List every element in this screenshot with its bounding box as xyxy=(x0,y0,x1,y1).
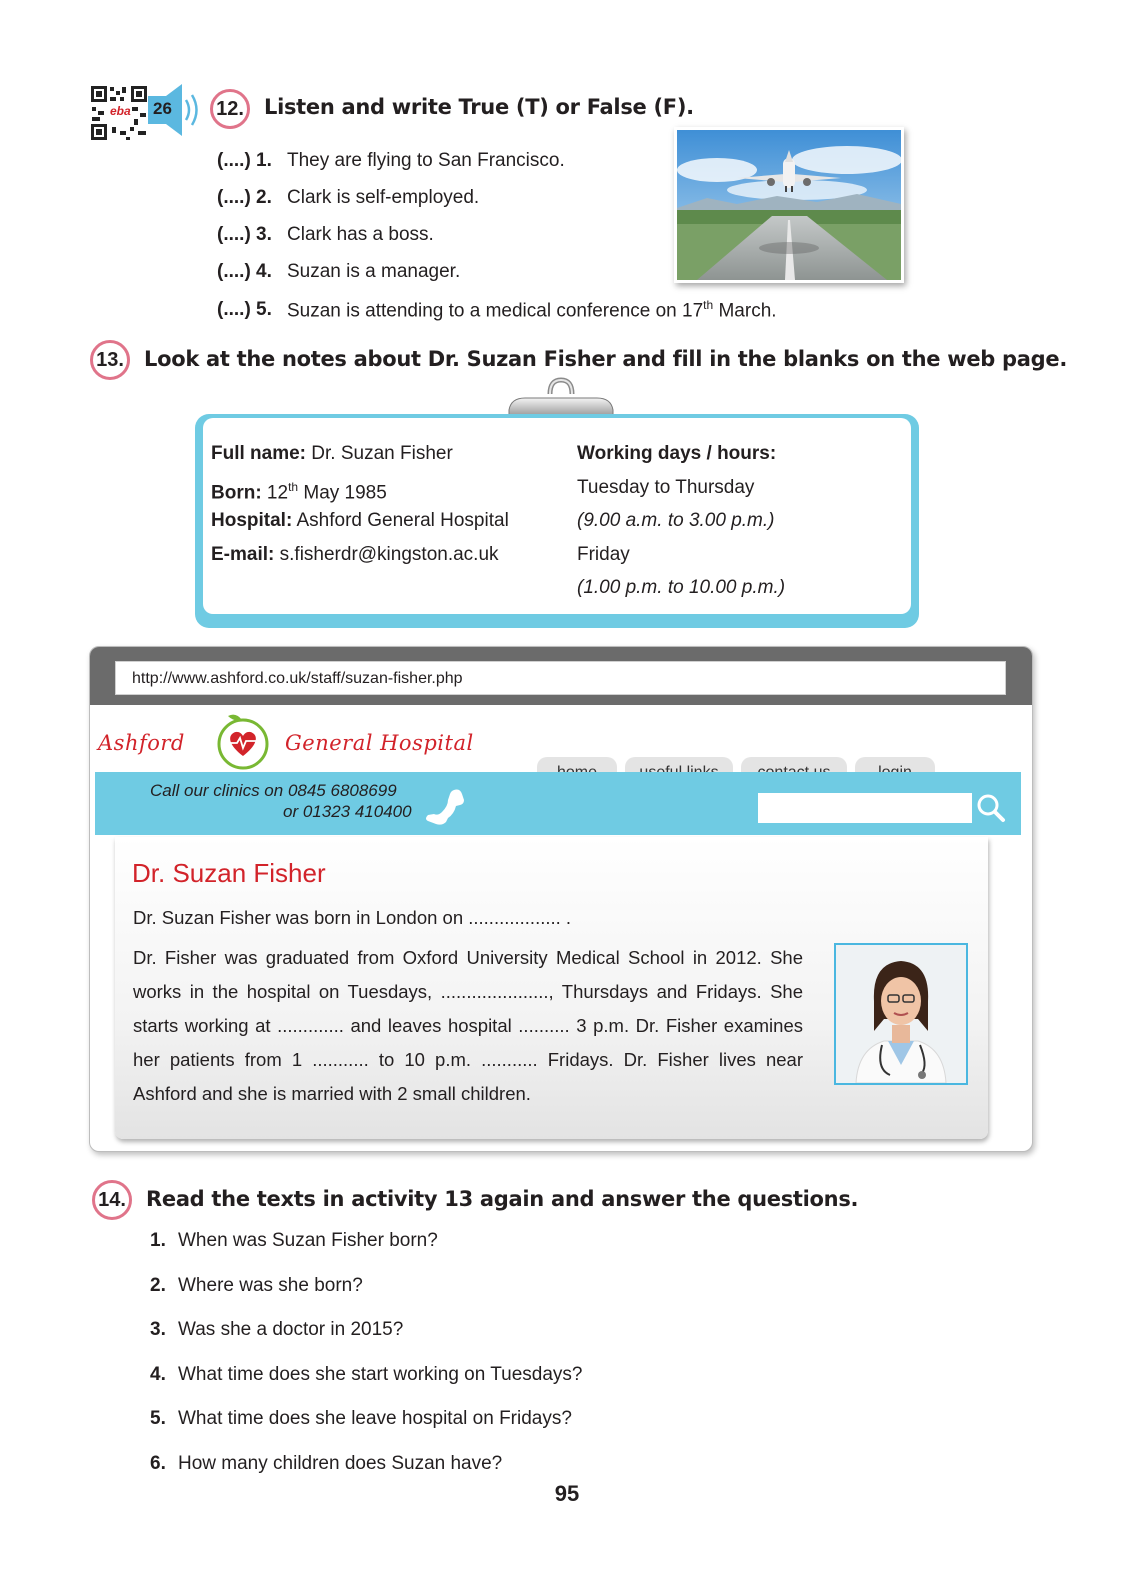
question-number: 6. xyxy=(150,1453,166,1474)
exercise-13-number: 13. xyxy=(90,340,130,380)
tf-statement: Suzan is attending to a medical conference on 17th March. xyxy=(287,297,777,322)
profile-title: Dr. Suzan Fisher xyxy=(132,858,326,888)
question-text: What time does she leave hospital on Fridays? xyxy=(178,1408,572,1429)
tf-statement: Clark has a boss. xyxy=(287,224,434,245)
tf-item-2 xyxy=(217,185,479,211)
exercise-12-title: Listen and write True (T) or False (F). xyxy=(264,95,694,119)
question-text: Was she a doctor in 2015? xyxy=(178,1319,404,1340)
question-6 xyxy=(150,1453,502,1475)
note-hours-1: (9.00 a.m. to 3.00 p.m.) xyxy=(577,510,775,531)
tf-blank[interactable]: (....) 1. xyxy=(217,150,272,171)
tf-item-4 xyxy=(217,259,460,285)
doctor-photo xyxy=(834,943,968,1085)
question-2 xyxy=(150,1275,363,1297)
question-number: 5. xyxy=(150,1408,166,1429)
exercise-14-title: Read the texts in activity 13 again and answer the questions. xyxy=(146,1187,859,1211)
search-icon[interactable] xyxy=(976,793,1006,823)
qr-eba-label: eba xyxy=(110,104,131,118)
question-text: How many children does Suzan have? xyxy=(178,1453,503,1474)
notes-left-column xyxy=(211,437,509,571)
question-1 xyxy=(150,1230,438,1252)
question-text: When was Suzan Fisher born? xyxy=(178,1230,438,1251)
question-number: 2. xyxy=(150,1275,166,1296)
phone-line-1: Call our clinics on 0845 6808699 xyxy=(150,781,397,800)
question-number: 1. xyxy=(150,1230,166,1251)
logo-text-ashford[interactable]: Ashford xyxy=(98,731,185,755)
phone-icon[interactable] xyxy=(424,786,468,828)
question-3 xyxy=(150,1319,403,1341)
tf-item-1 xyxy=(217,148,565,174)
search-input[interactable] xyxy=(758,793,972,823)
audio-badge[interactable] xyxy=(146,82,202,138)
tf-item-5 xyxy=(217,297,777,323)
exercise-12-number: 12. xyxy=(210,89,250,129)
logo-text-general-hospital[interactable]: General Hospital xyxy=(285,731,474,755)
exercise-13-title: Look at the notes about Dr. Suzan Fisher and fill in the blanks on the web page. xyxy=(144,347,1068,371)
tf-blank[interactable]: (....) 2. xyxy=(217,187,272,208)
exercise-14-number: 14. xyxy=(92,1180,132,1220)
note-email: E-mail: s.fisherdr@kingston.ac.uk xyxy=(211,543,499,565)
tf-blank[interactable]: (....) 3. xyxy=(217,224,272,245)
question-5 xyxy=(150,1408,572,1430)
note-working-label: Working days / hours: xyxy=(577,443,777,464)
logo-apple-heart-icon[interactable] xyxy=(212,708,274,770)
tf-item-3 xyxy=(217,222,434,248)
audio-track-number: 26 xyxy=(153,99,172,118)
tf-blank[interactable]: (....) 4. xyxy=(217,261,272,282)
note-fullname: Full name: Dr. Suzan Fisher xyxy=(211,443,453,464)
tf-statement: Clark is self-employed. xyxy=(287,187,480,208)
address-bar[interactable] xyxy=(115,661,1006,695)
address-url: http://www.ashford.co.uk/staff/suzan-fisher.php xyxy=(132,670,463,687)
note-born: Born: 12th May 1985 xyxy=(211,479,387,503)
note-days-2: Friday xyxy=(577,543,630,565)
profile-paragraph-1: Dr. Suzan Fisher was born in London on .................. . xyxy=(133,907,572,928)
question-text: What time does she start working on Tuesdays? xyxy=(178,1364,583,1385)
tf-statement: They are flying to San Francisco. xyxy=(287,150,565,171)
note-days-1: Tuesday to Thursday xyxy=(577,476,755,498)
question-text: Where was she born? xyxy=(178,1275,363,1296)
profile-paragraph-2: Dr. Fisher was graduated from Oxford University Medical School in 2012. She works in the hospital on Tuesdays, ....................., Thursdays and Fridays. She starts working at ............. and leaves hospital .......... 3 p.m. Dr. Fisher examines her patients from 1 ........... to 10 p.m. ........... Fridays. Dr. Fisher lives near Ashford and she is married with 2 small children. xyxy=(133,947,803,1104)
airplane-photo xyxy=(674,127,904,283)
note-hours-2: (1.00 p.m. to 10.00 p.m.) xyxy=(577,577,786,598)
page-number: 95 xyxy=(554,1481,580,1506)
notes-right-column xyxy=(577,437,785,605)
tf-blank[interactable]: (....) 5. xyxy=(217,299,272,320)
question-number: 4. xyxy=(150,1364,166,1385)
qr-code[interactable] xyxy=(90,85,148,141)
question-4 xyxy=(150,1364,582,1386)
note-hospital: Hospital: Ashford General Hospital xyxy=(211,510,509,531)
phone-line-2: or 01323 410400 xyxy=(283,802,412,821)
question-number: 3. xyxy=(150,1319,166,1340)
tf-statement: Suzan is a manager. xyxy=(287,261,461,282)
